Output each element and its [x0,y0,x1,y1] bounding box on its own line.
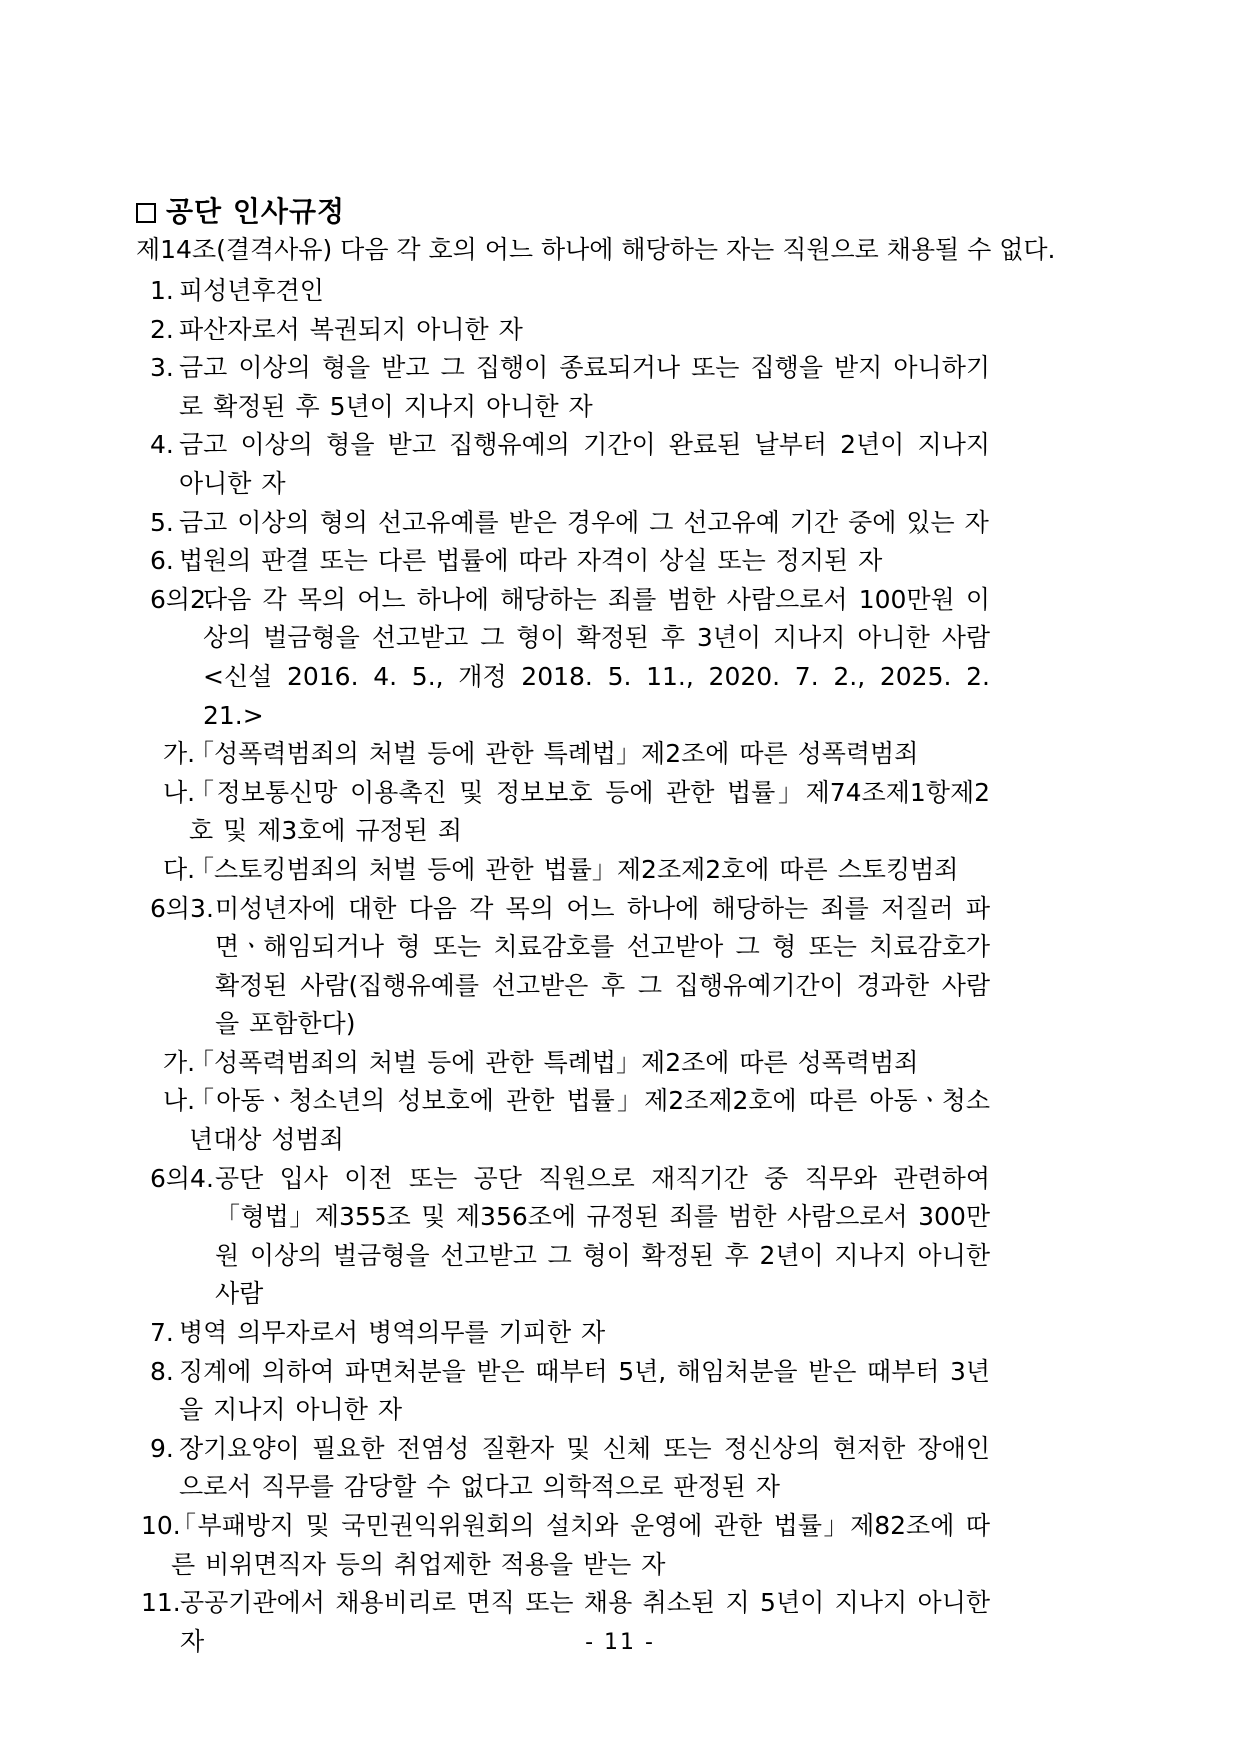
list-item [150,349,990,426]
item-number: 다. [163,854,196,884]
item-number: 8. [150,1356,174,1386]
item-text: 공공기관에서 채용비리로 면직 또는 채용 취소된 지 5년이 지나지 아니한 자 [180,1588,990,1656]
item-text: 금고 이상의 형을 받고 그 집행이 종료되거나 또는 집행을 받지 아니하기로 확정된 후 5년이 지나지 아니한 자 [179,353,990,421]
item-text: 「성폭력범죄의 처벌 등에 관한 특례법」제2조에 따른 성폭력범죄 [189,739,919,769]
item-number: 1. [150,276,174,305]
item-number: 2. [150,314,174,344]
item-text: 장기요양이 필요한 전염성 질환자 및 신체 또는 정신상의 현저한 장애인으로서 직무를 감당할 수 없다고 의학적으로 판정된 자 [179,1433,990,1502]
item-number: 4. [150,430,174,460]
item-number: 10. [141,1511,181,1540]
list-item [150,504,990,543]
item-text: 금고 이상의 형을 받고 집행유예의 기간이 완료된 날부터 2년이 지나지 아니한 자 [179,430,990,498]
item-text: 미성년자에 대한 다음 각 목의 어느 하나에 해당하는 죄를 저질러 파면ㆍ해임되거나 형 또는 치료감호를 선고받아 그 형 또는 치료감호가 확정된 사람(집행유예를 선고받은 후 그 집행유예기간이 경과한 사람을 포함한다) [215,893,990,1039]
list-item [150,1314,990,1353]
item-text: 「아동ㆍ청소년의 성보호에 관한 법률」제2조제2호에 따른 아동ㆍ청소년대상 성범죄 [189,1086,990,1155]
list-item [150,272,990,311]
item-number: 나. [163,777,196,807]
item-text: 법원의 판결 또는 다른 법률에 따라 자격이 상실 또는 정지된 자 [179,546,883,576]
item-number: 가. [163,739,196,769]
list-item [163,1082,990,1159]
list-item [150,1160,990,1314]
item-text: 병역 의무자로서 병역의무를 기피한 자 [179,1318,606,1348]
page-number: - 11 - [585,1630,655,1655]
item-number: 7. [150,1318,174,1348]
list-item [150,581,990,735]
list-item [163,1044,990,1083]
item-number: 가. [163,1047,196,1077]
item-text: 파산자로서 복권되지 아니한 자 [179,314,523,344]
list-item [163,735,990,774]
item-number: 9. [150,1433,174,1463]
item-text: 「부패방지 및 국민권익위원회의 설치와 운영에 관한 법률」제82조에 따른 비위면직자 등의 취업제한 적용을 받는 자 [171,1511,990,1579]
item-number: 6의4. [150,1163,214,1193]
section-heading [136,192,345,232]
item-text: 공단 입사 이전 또는 공단 직원으로 재직기간 중 직무와 관련하여 「형법」제355조 및 제356조에 규정된 죄를 범한 사람으로서 300만원 이상의 벌금형을 선고받고 그 형이 확정된 후 2년이 지나지 아니한 사람 [215,1163,990,1309]
item-text: 다음 각 목의 어느 하나에 해당하는 죄를 범한 사람으로서 100만원 이상의 벌금형을 선고받고 그 형이 확정된 후 3년이 지나지 아니한 사람 <신설 2016. 4. 5., 개정 2018. 5. 11., 2020. 7. 2., 2025. 2. 21.> [203,584,990,730]
section-heading-text: 공단 인사규정 [166,195,346,228]
item-text: 징계에 의하여 파면처분을 받은 때부터 5년, 해임처분을 받은 때부터 3년을 지나지 아니한 자 [179,1356,990,1425]
item-number: 나. [163,1086,196,1116]
item-text: 피성년후견인 [179,276,324,305]
item-number: 3. [150,353,174,383]
item-number: 6의3. [150,893,214,923]
article-intro: 제14조(결격사유) 다음 각 호의 어느 하나에 해당하는 자는 직원으로 채용될 수 없다. [136,235,1056,264]
item-text: 「정보통신망 이용촉진 및 정보보호 등에 관한 법률」제74조제1항제2호 및 제3호에 규정된 죄 [189,777,990,846]
item-number: 11. [141,1588,181,1618]
article-items [0,272,1240,1661]
list-item [150,426,990,503]
square-box-icon [136,203,156,223]
item-text: 금고 이상의 형의 선고유예를 받은 경우에 그 선고유예 기간 중에 있는 자 [179,507,989,537]
list-item [141,1507,990,1584]
item-text: 「스토킹범죄의 처벌 등에 관한 법률」제2조제2호에 따른 스토킹범죄 [189,854,959,884]
list-item [150,542,990,581]
item-number: 6의2. [150,584,214,614]
list-item [150,1353,990,1430]
item-number: 5. [150,507,174,537]
list-item [150,890,990,1044]
item-text: 「성폭력범죄의 처벌 등에 관한 특례법」제2조에 따른 성폭력범죄 [189,1047,919,1077]
item-number: 6. [150,546,174,576]
list-item [150,311,990,350]
list-item [150,1430,990,1507]
list-item [163,774,990,851]
list-item [163,851,990,890]
